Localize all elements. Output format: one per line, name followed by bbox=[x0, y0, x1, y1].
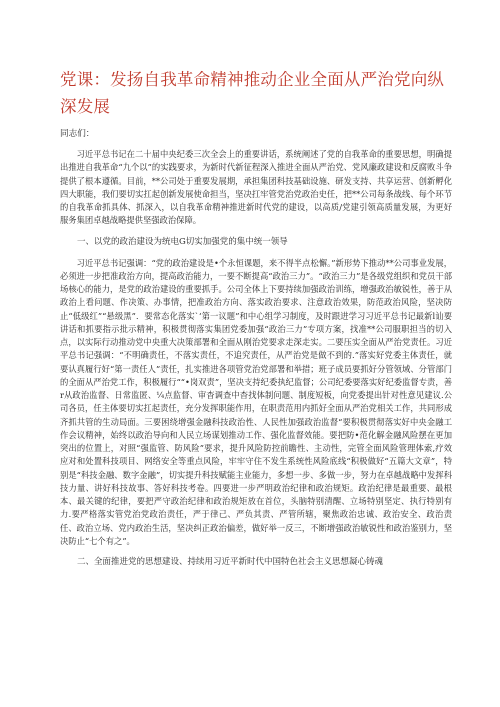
section-heading-2: 二、全面推进党的思想建设、持续用习近平新时代中国特色社会主义思想凝心铸魂 bbox=[77, 557, 384, 567]
document-title: 党课：发扬自我革命精神推动企业全面从严治党向纵深发展 bbox=[60, 70, 445, 116]
paragraph-political-building: 习近平总书记强调：“党的政治建设是•个永恒课题，来不得半点松懈。”新形势下推动**公司事业发展，必须进一步把准政治方向，提高政治能力，一要不断提高“政治三力”。“政治三力”是各级党组织和党员干部场核心的能力，是党的政治建设的重要抓手。公司全体上下要持续加强政治训练，增强政治敏锐性，善于从政治上看问题、作决策、办事情，把准政治方向、落实政治要求、注意政治效果，防范政治风险，坚决防止“低级红”“悬级黑”．要常态化落实`‘第一议题”和中心组学习制度，及时跟进学习习近平总书记最新l讪要讲话和抓要指示批示精神，积极贯彻落实集团党委加强“政治三力”专项方案，找准**公司服职担当的切入点，以实际行动推动党中央重大决策部署和全面从刚治党要求走深走实。二要压实全面从严治党责任。习近平总书记强调：“不明确责任，不落实责任，不追究责任，从严治党是做不到的.”落实好党委主体责任，就要认真履行好“第一责任人”责任，扎实推进各项管党治党部署和举措；班子成员要抓好分管领域、分管部门的全面从严治党工作，积极履行““•岗双责”，坚决支持纪委执纪监督；公司纪委要落实好纪委监督专责，善r从政治监督、日常监匿、¼点监督、审杳调查中杳找体制问题、制度短板，向党委提出针对性意见建议.公司各员，任主体要切实扛起责任，充分发挥职能作用，在职责范用内抓好全面从严治党相关工作，共同形成齐抓共管的生动局面。三要困绕增强金融科技政治性、人民性加强政治监督“要积极贯彻落实好中央金融工作会议精神，始终以政治导向和人民立场谋划推动工作、强化监督效能。要把防•范化解金融风险摆在更加突出的位置上，对照“强监管、防风险”要求，提升风险防控前瞻性、主动性，完管全面风险管理体索,疗效应对和处置科技项目、网络安全等重点风险，牢牢守住不发生系统性风险底线“积极做好“五篇大文章”，特别是“科技金融、数字金融”，切实提升科技赋能主业能力，多想一步、多做一步，努力在卓越战略中发挥科技力量、讲好科技故事、答好科技考卷。四要进一步严明政治纪律和政治规矩。政治纪律是最重要、最根本、最关键的纪律，要把严守政治纪律和政治规矩放在首位，头脑特别清醒、立场特别坚定、执行特别有力.要严格落实管党治党政治责任，严于律己、严负其责、严管所辖，聚焦政治忠诚、政治安全、政治责任、政治立场、党内政治生活，坚决纠正政治偏差，做好举一反三，不断增强政治敏锐性和政治鉴别力，坚决防止“七个有之”。 bbox=[60, 257, 452, 546]
salutation: 同志们： bbox=[60, 129, 95, 139]
section-heading-1: 一、以党的政治建设为统电G切实加强党的集中统一领导 bbox=[77, 236, 288, 247]
paragraph-intro: 习近平总书记在二十届中央纪委三次全会上的重要讲话，系统阐述了党的自我革命的重要思想，明确提出推进自我革命“九个以”的实践要求，为新时代新征程深入推进全面从严治党、党风廉政建设和反腐败斗争提供了根本遵循。目前，**公司处于重要发展期，承担集团科技基础设施、研发支持、共享运营、创新孵化四大职能，我们要切实扛起创新发展使命担当，坚决扛牢管党治党政治史任，把**公司每条战线、每个环节的自我革命抓具体、抓深入，以自我革命精神推进新时代党的建设，以高质/党建引领高质量发展，为更好服务集团卓越战略提供坚强政治保障。 bbox=[60, 149, 452, 226]
document-body bbox=[60, 148, 452, 577]
